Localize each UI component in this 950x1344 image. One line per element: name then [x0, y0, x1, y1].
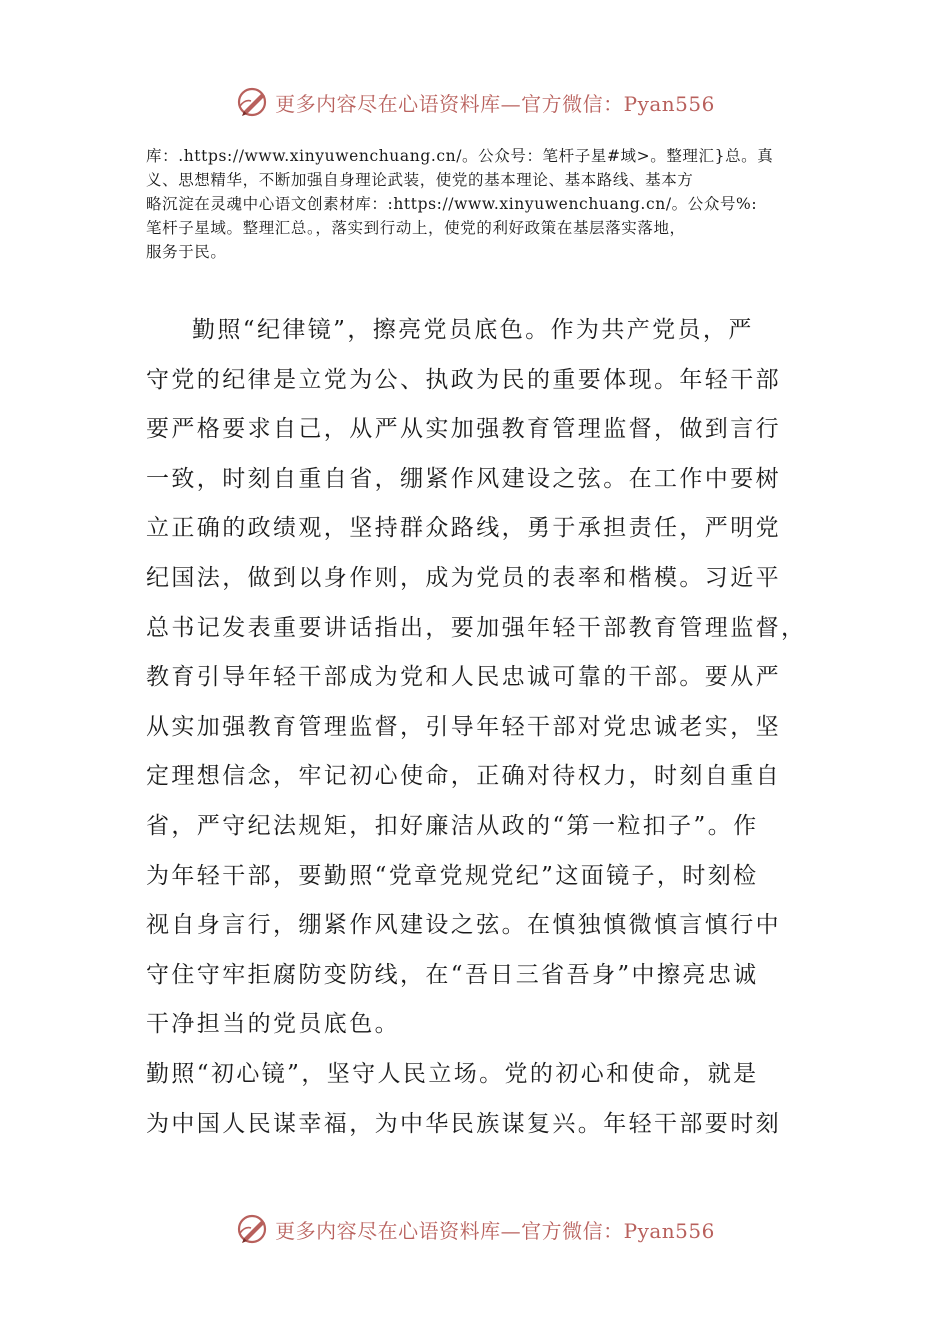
intro-line: 略沉淀在灵魂中心语文创素材库：:https://www.xinyuwenchuang.cn/。公众号%: — [146, 195, 758, 213]
body-line: 为年轻干部，要勤照“党章党规党纪”这面镜子，时刻检 — [146, 862, 759, 889]
intro-line: 义、思想精华，不断加强自身理论武装，使党的基本理论、基本路线、基本方 — [146, 171, 694, 189]
body-line: 干净担当的党员底色。 — [146, 1011, 400, 1038]
pen-logo-icon — [235, 84, 271, 120]
intro-line: 笔杆子星域。整理汇总。，落实到行动上，使党的利好政策在基层落实落地， — [146, 219, 686, 237]
body-line: 从实加强教育管理监督，引导年轻干部对党忠诚老实，坚 — [146, 713, 781, 740]
footer-banner — [0, 1209, 950, 1249]
body-line: 立正确的政绩观，坚持群众路线，勇于承担责任，严明党 — [146, 515, 781, 542]
header-banner — [0, 82, 950, 122]
body-line: 省，严守纪法规矩，扣好廉洁从政的“第一粒扣子”。作 — [146, 812, 759, 839]
body-line: 守党的纪律是立党为公、执政为民的重要体现。年轻干部 — [146, 366, 781, 393]
body-line: 一致，时刻自重自省，绷紧作风建设之弦。在工作中要树 — [146, 465, 781, 492]
body-line: 勤照“初心镜”，坚守人民立场。党的初心和使命，就是 — [146, 1060, 759, 1087]
body-line: 教育引导年轻干部成为党和人民忠诚可靠的干部。要从严 — [146, 664, 781, 691]
body-line: 守住守牢拒腐防变防线，在“吾日三省吾身”中擦亮忠诚 — [146, 961, 759, 988]
intro-paragraph — [146, 144, 816, 264]
body-line: 要严格要求自己，从严从实加强教育管理监督，做到言行 — [146, 416, 781, 443]
pen-logo-icon — [235, 1211, 271, 1247]
body-line: 纪国法，做到以身作则，成为党员的表率和楷模。习近平 — [146, 564, 781, 591]
banner-text: 更多内容尽在心语资料库—官方微信：Pyan556 — [275, 91, 715, 116]
body-line: 为中国人民谋幸福，为中华民族谋复兴。年轻干部要时刻 — [146, 1110, 781, 1137]
banner-text: 更多内容尽在心语资料库—官方微信：Pyan556 — [275, 1218, 715, 1243]
body-line: 定理想信念，牢记初心使命，正确对待权力，时刻自重自 — [146, 763, 781, 790]
body-text — [146, 306, 816, 1149]
intro-line: 库：.https://www.xinyuwenchuang.cn/。公众号：笔杆子星#域>。整理汇}总。真 — [146, 147, 774, 165]
intro-line: 服务于民。 — [146, 243, 227, 261]
body-line: 视自身言行，绷紧作风建设之弦。在慎独慎微慎言慎行中 — [146, 912, 781, 939]
body-line: 勤照“纪律镜”，擦亮党员底色。作为共产党员，严 — [192, 317, 754, 343]
body-line: 总书记发表重要讲话指出，要加强年轻干部教育管理监督， — [146, 614, 807, 641]
